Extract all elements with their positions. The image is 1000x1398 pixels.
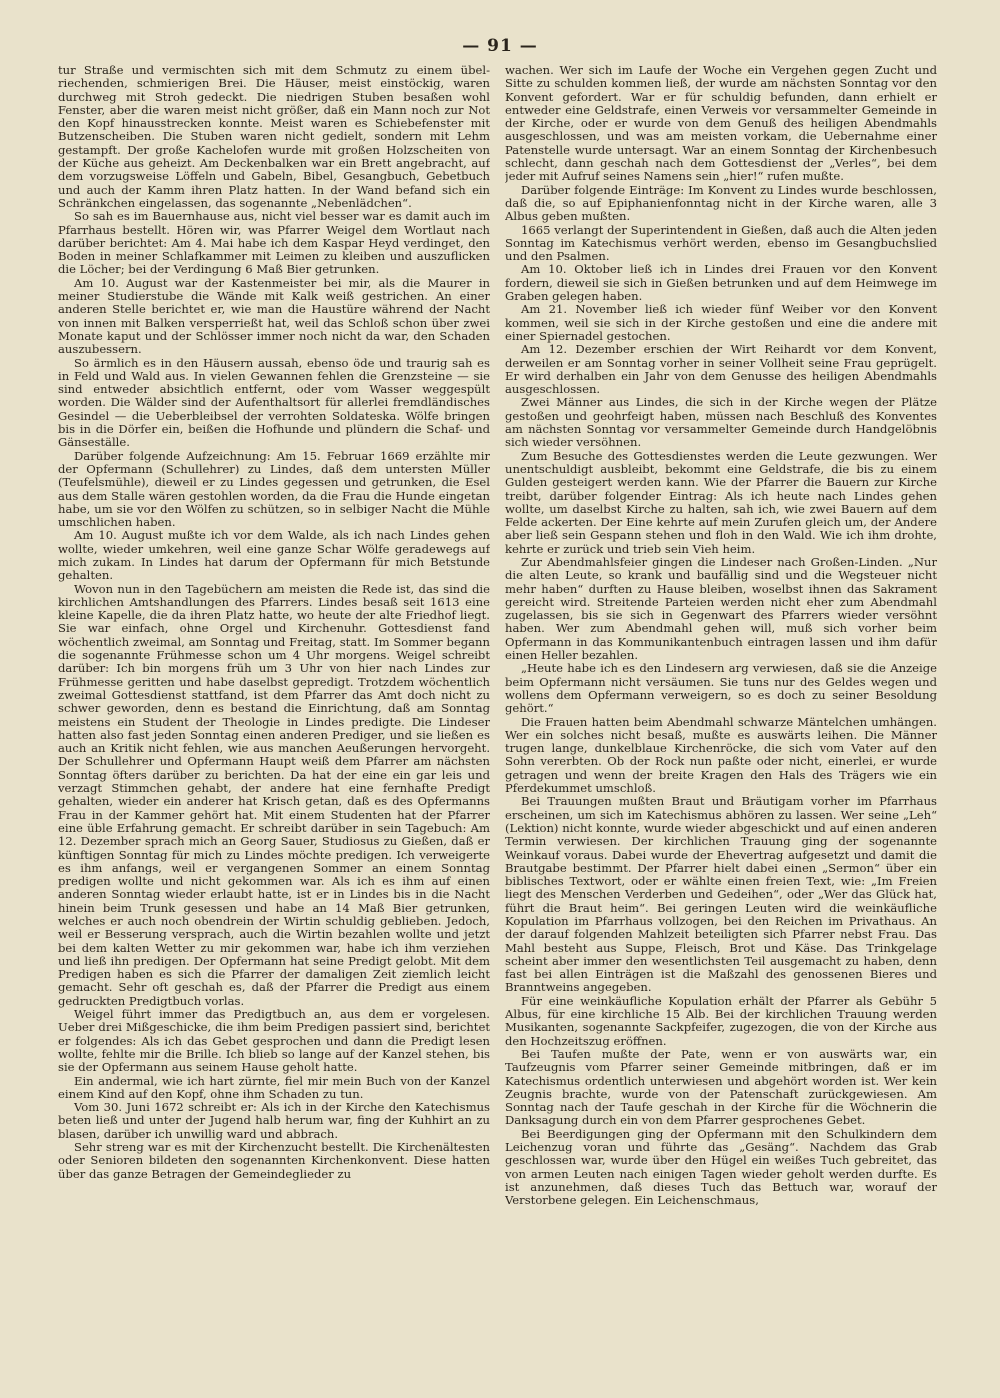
paragraph: Am 21. November ließ ich wieder fünf Weiber vor den Konvent kommen, weil sie sich in der Kirche gestoßen und eine die andere mit einer Spiernadel gestochen. xyxy=(505,302,937,343)
paragraph: Zum Besuche des Gottesdienstes werden die Leute gezwungen. Wer unentschuldigt ausbleibt, bekommt eine Geldstrafe, die bis zu einem Gulden gesteigert werden kann. Wie der Pfarrer die Bauern zur Kirche treibt, darüber folgender Eintrag: Als ich heute nach Lindes gehen wollte, um daselbst Kirche zu halten, sah ich, wie zwei Bauern auf dem Felde ackerten. Der Eine kehrte auf mein Zurufen gleich um, der Andere aber ließ sein Gespann stehen und floh in den Wald. Wie ich ihm drohte, kehrte er zurück und trieb sein Vieh heim. xyxy=(505,448,937,556)
paragraph: Darüber folgende Einträge: Im Konvent zu Lindes wurde beschlossen, daß die, so auf Epiphanienfonntag nicht in der Kirche waren, alle 3 Albus geben mußten. xyxy=(505,182,937,224)
paragraph: Die Frauen hatten beim Abendmahl schwarze Mäntelchen umhängen. Wer ein solches nicht besaß, mußte es auswärts leihen. Die Männer trugen lange, dunkelblaue Kirchenröcke, die sich vom Vater auf den Sohn vererbten. Ob der Rock nun paßte oder nicht, einerlei, er wurde getragen und wenn der breite Kragen den Hals des Trägers wie ein Pferdekummet umschloß. xyxy=(505,714,937,796)
paragraph: Wovon nun in den Tagebüchern am meisten die Rede ist, das sind die kirchlichen Amtshandlungen des Pfarrers. Lindes besaß seit 1613 eine kleine Kapelle, die da ihren Platz hatte, wo heute der alte Friedhof liegt. Sie war einfach, ohne Orgel und Kirchenuhr. Gottesdienst fand wöchentlich zweimal, am Sonntag und Freitag, statt. Im Sommer begann die sogenannte Frühmesse schon um 4 Uhr morgens. Weigel schreibt darüber: Ich bin morgens früh um 3 Uhr von hier nach Lindes zur Frühmesse geritten und habe daselbst gepredigt. Trotzdem wöchentlich zweimal Gottesdienst stattfand, ist dem Pfarrer das Amt doch nicht zu schwer geworden, denn es bestand die Einrichtung, daß am Sonntag meistens ein Student der Theologie in Lindes predigte. Die Lindeser hatten also fast jeden Sonntag einen anderen Prediger, und sie ließen es auch an Kritik nicht fehlen, wie aus manchen Aeußerungen hervorgeht. Der Schullehrer und Opfermann Haupt weiß dem Pfarrer am nächsten Sonntag öfters darüber zu berichten. Da hat der eine ein gar leis und verzagt Stimmchen gehabt, der andere hat eine fernhafte Predigt gehalten, wieder ein anderer hat Krisch getan, daß es des Opfermanns Frau in der Kammer gehört hat. Mit einem Studenten hat der Pfarrer eine üble Erfahrung gemacht. Er schreibt darüber in sein Tagebuch: Am 12. Dezember sprach mich an Georg Sauer, Studiosus zu Gießen, daß er künftigen Sonntag für mich zu Lindes möchte predigen. Ich verweigerte es ihm anfangs, weil er vergangenen Sommer an einem Sonntag predigen wollte und nicht gekommen war. Als ich es ihm auf einen anderen Sonntag wieder erlaubt hatte, ist er in Lindes bis in die Nacht hinein beim Trunk gesessen und habe an 14 Maß Bier getrunken, welches er auch noch obendrein der Wirtin schuldig geblieben. Jedoch, weil er Besserung versprach, auch die Wirtin bezahlen wollte und jetzt bei dem kalten Wetter zu mir gekommen war, habe ich ihm verziehen und ließ ihn predigen. Der Opfermann hat seine Predigt gelobt. Mit dem Predigen haben es sich die Pfarrer der damaligen Zeit ziemlich leicht gemacht. Sehr oft geschah es, daß der Pfarrer die Predigt aus einem gedruckten Predigtbuch vorlas. xyxy=(58,581,490,1008)
paragraph: „Heute habe ich es den Lindesern arg verwiesen, daß sie die Anzeige beim Opfermann nicht versäumen. Sie tuns nur des Geldes wegen und wollens dem Opfermann verweigern, so es doch zu seiner Besoldung gehört.“ xyxy=(505,661,937,716)
paragraph: Bei Taufen mußte der Pate, wenn er von auswärts war, ein Taufzeugnis vom Pfarrer seiner Gemeinde mitbringen, daß er im Katechismus ordentlich unterwiesen und abgehört worden ist. Wer kein Zeugnis brachte, wurde von der Patenschaft zurückgewiesen. Am Sonntag nach der Taufe geschah in der Kirche für die Wöchnerin die Danksagung durch ein von dem Pfarrer gesprochenes Gebet. xyxy=(505,1046,937,1128)
paragraph: Ein andermal, wie ich hart zürnte, fiel mir mein Buch von der Kanzel einem Kind auf den Kopf, ohne ihm Schaden zu tun. xyxy=(58,1073,490,1101)
paragraph: Weigel führt immer das Predigtbuch an, aus dem er vorgelesen. Ueber drei Mißgeschicke, die ihm beim Predigen passiert sind, berichtet er folgendes: Als ich das Gebet gesprochen und dann die Predigt lesen wollte, fehlte mir die Brille. Ich blieb so lange auf der Kanzel stehen, bis sie der Opfermann aus seinem Hause geholt hatte. xyxy=(58,1007,490,1075)
paragraph: wachen. Wer sich im Laufe der Woche ein Vergehen gegen Zucht und Sitte zu schulden kommen ließ, der wurde am nächsten Sonntag vor den Konvent gefordert. War er für schuldig befunden, dann erhielt er entweder eine Geldstrafe, einen Verweis vor versammelter Gemeinde in der Kirche, oder er wurde von dem Genuß des heiligen Abendmahls ausgeschlossen, und was am meisten vorkam, die Uebernahme einer Patenstelle wurde untersagt. War an einem Sonntag der Kirchenbesuch schlecht, dann geschah nach dem Gottesdienst der „Verles“, bei dem jeder mit Aufruf seines Namens sein „hier!“ rufen mußte. xyxy=(505,64,937,184)
paragraph: So sah es im Bauernhause aus, nicht viel besser war es damit auch im Pfarrhaus bestellt. Hören wir, was Pfarrer Weigel dem Wortlaut nach darüber berichtet: Am 4. Mai habe ich dem Kaspar Heyd verdinget, den Boden in meiner Schlafkammer mit Leimen zu kleiben und auszuflicken die Löcher; bei der Verdingung 6 Maß Bier getrunken. xyxy=(58,209,490,277)
paragraph: Am 12. Dezember erschien der Wirt Reihardt vor dem Konvent, derweilen er am Sonntag vorher in seiner Vollheit seine Frau geprügelt. Er wird derhalben ein Jahr von dem Genusse des heiligen Abendmahls ausgeschlossen. xyxy=(505,342,937,397)
right-text-column xyxy=(505,64,937,1374)
paragraph: Zwei Männer aus Lindes, die sich in der Kirche wegen der Plätze gestoßen und geohrfeigt haben, müssen nach Beschluß des Konventes am nächsten Sonntag vor versammelter Gemeinde durch Handgelöbnis sich wieder versöhnen. xyxy=(505,395,937,450)
paragraph: Bei Trauungen mußten Braut und Bräutigam vorher im Pfarrhaus erscheinen, um sich im Katechismus abhören zu lassen. Wer seine „Leh“ (Lektion) nicht konnte, wurde wieder abgeschickt und auf einen anderen Termin verwiesen. Der kirchlichen Trauung ging der sogenannte Weinkauf voraus. Dabei wurde der Ehevertrag aufgesetzt und damit die Brautgabe bestimmt. Der Pfarrer hielt dabei einen „Sermon“ über ein biblisches Textwort, oder er wählte einen freien Text, wie: „Im Freien liegt des Menschen Verderben und Gedeihen“, oder „Wer das Glück hat, führt die Braut heim“. Bei geringen Leuten wird die weinkäufliche Kopulation im Pfarrhaus vollzogen, bei den Reichen im Privathaus. An der darauf folgenden Mahlzeit beteiligten sich Pfarrer nebst Frau. Das Mahl besteht aus Suppe, Fleisch, Brot und Käse. Das Trinkgelage scheint aber immer den wesentlichsten Teil ausgemacht zu haben, denn fast bei allen Einträgen ist die Maßzahl des genossenen Bieres und Branntweins angegeben. xyxy=(505,794,937,995)
paragraph: Sehr streng war es mit der Kirchenzucht bestellt. Die Kirchenältesten oder Senioren bildeten den sogenannten Kirchenkonvent. Diese hatten über das ganze Betragen der Gemeindeglieder zu xyxy=(58,1140,490,1181)
paragraph: Am 10. Oktober ließ ich in Lindes drei Frauen vor den Konvent fordern, dieweil sie sich in Gießen betrunken und auf dem Heimwege im Graben gelegen haben. xyxy=(505,262,937,304)
paragraph: Bei Beerdigungen ging der Opfermann mit den Schulkindern dem Leichenzug voran und führte das „Gesäng“. Nachdem das Grab geschlossen war, wurde über den Hügel ein weißes Tuch gebreitet, das von armen Leuten nach einigen Tagen wieder geholt werden durfte. Es ist anzunehmen, daß dieses Tuch das Bettuch war, worauf der Verstorbene gelegen. Ein Leichenschmaus, xyxy=(505,1126,937,1208)
paragraph: Vom 30. Juni 1672 schreibt er: Als ich in der Kirche den Katechismus beten ließ und unter der Jugend halb herum war, fing der Kuhhirt an zu blasen, darüber ich unwillig ward und abbrach. xyxy=(58,1100,490,1141)
paragraph: tur Straße und vermischten sich mit dem Schmutz zu einem übelriechenden, schmierigen Brei. Die Häuser, meist einstöckig, waren durchweg mit Stroh gedeckt. Die niedrigen Stuben besaßen wohl Fenster, aber die waren meist nicht größer, daß ein Mann noch zur Not den Kopf hinausstrecken konnte. Meist waren es Schiebefenster mit Butzenscheiben. Die Stuben waren nicht gedielt, sondern mit Lehm gestampft. Der große Kachelofen wurde mit großen Holzscheiten von der Küche aus geheizt. Am Deckenbalken war ein Brett angebracht, auf dem vorzugsweise Löffeln und Gabeln, Bibel, Gesangbuch, Gebetbuch und auch der Kamm ihren Platz hatten. In der Wand befand sich ein Schränkchen eingelassen, das sogenannte „Nebenlädchen“. xyxy=(58,64,490,210)
paragraph: Am 10. August war der Kastenmeister bei mir, als die Maurer in meiner Studierstube die Wände mit Kalk weiß gestrichen. An einer anderen Stelle berichtet er, wie man die Haustüre während der Nacht von innen mit Balken versperrießt hat, weil das Schloß schon über zwei Monate kaput und der Schlösser immer noch nicht da war, den Schaden auszubessern. xyxy=(58,275,490,357)
left-text-column xyxy=(58,64,490,1374)
page-number: — 91 — xyxy=(462,36,538,56)
paragraph: Darüber folgende Aufzeichnung: Am 15. Februar 1669 erzählte mir der Opfermann (Schullehrer) zu Lindes, daß dem untersten Müller (Teufelsmühle), dieweil er zu Lindes gegessen und getrunken, die Esel aus dem Stalle wären gestohlen worden, da die Frau die Hunde eingetan habe, um sie vor den Wölfen zu schützen, so in selbiger Nacht die Mühle umschlichen haben. xyxy=(58,448,490,530)
paragraph: So ärmlich es in den Häusern aussah, ebenso öde und traurig sah es in Feld und Wald aus. In vielen Gewannen fehlen die Grenzsteine — sie sind entweder absichtlich entfernt, oder vom Wasser weggespült worden. Die Wälder sind der Aufenthaltsort für allerlei fremdländisches Gesindel — die Ueberbleibsel der verrohten Soldateska. Wölfe bringen bis in die Dörfer ein, beißen die Hofhunde und plündern die Schaf- und Gänseställe. xyxy=(58,355,490,450)
paragraph: Am 10. August mußte ich vor dem Walde, als ich nach Lindes gehen wollte, wieder umkehren, weil eine ganze Schar Wölfe geradewegs auf mich zukam. In Lindes hat darum der Opfermann für mich Betstunde gehalten. xyxy=(58,528,490,583)
paragraph: Für eine weinkäufliche Kopulation erhält der Pfarrer als Gebühr 5 Albus, für eine kirchliche 15 Alb. Bei der kirchlichen Trauung werden Musikanten, sogenannte Sackpfeifer, zugezogen, die von der Kirche aus den Hochzeitszug eröffnen. xyxy=(505,993,937,1048)
paragraph: 1665 verlangt der Superintendent in Gießen, daß auch die Alten jeden Sonntag im Katechismus verhört werden, ebenso im Gesangbuchslied und den Psalmen. xyxy=(505,222,937,264)
paragraph: Zur Abendmahlsfeier gingen die Lindeser nach Großen-Linden. „Nur die alten Leute, so krank und baufällig sind und die Wegsteuer nicht mehr haben“ durften zu Hause bleiben, woselbst ihnen das Sakrament gereicht wird. Streitende Parteien werden nicht eher zum Abendmahl zugelassen, bis sie sich in Gegenwart des Pfarrers wieder versöhnt haben. Wer zum Abendmahl gehen will, muß sich vorher beim Opfermann in das Kommunikantenbuch eintragen lassen und ihm dafür einen Heller bezahlen. xyxy=(505,554,937,663)
